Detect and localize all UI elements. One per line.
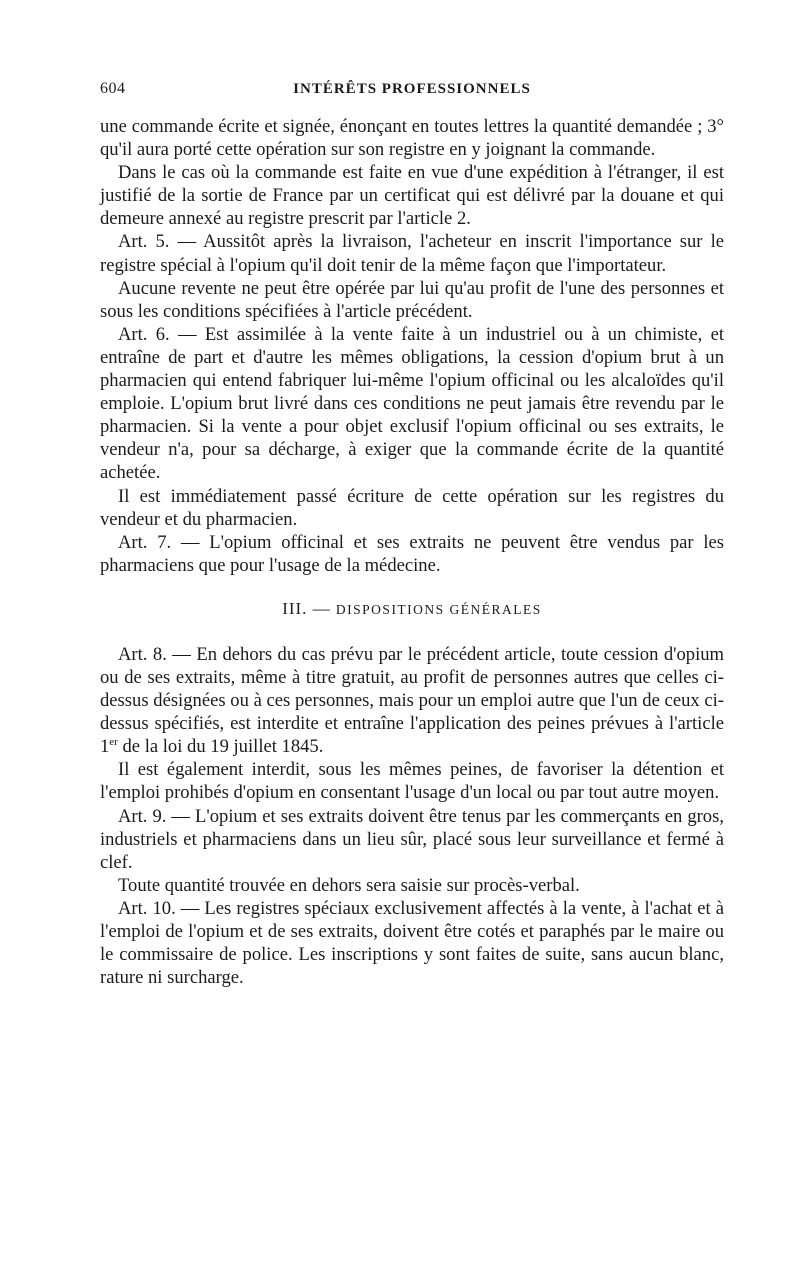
section-title: DISPOSITIONS GÉNÉRALES xyxy=(335,601,542,617)
section-number: III. — xyxy=(282,598,331,618)
paragraph-art-7: Art. 7. — L'opium officinal et ses extraits ne peuvent être vendus par les pharmaciens que pour l'usage de la médecine. xyxy=(100,531,724,576)
page-number: 604 xyxy=(100,80,126,97)
art-8-text: Art. 8. — En dehors du cas prévu par le précédent article, toute cession d'opium ou de ses extraits, même à titre gratuit, au profit de personnes autres que celles ci-dessus désignées ou à ces personnes, mais pour un emploi autre que l'un de ceux ci-dessus spécifiés, est interdite et entraîne l'application des peines prévues à l'article 1 xyxy=(100,643,724,758)
art-8-text-end: de la loi du 19 juillet 1845. xyxy=(117,736,324,758)
paragraph-art-10: Art. 10. — Les registres spéciaux exclusivement affectés à la vente, à l'achat et à l'emploi de l'opium et de ses extraits, doivent être cotés et paraphés par le maire ou le commissaire de police. Les inscriptions y sont faites de suite, sans aucun blanc, rature ni surcharge. xyxy=(100,897,724,989)
page-header xyxy=(100,80,724,104)
paragraph-continuation: une commande écrite et signée, énonçant en toutes lettres la quantité demandée ; 3° qu'il aura porté cette opération sur son registre en y joignant la commande. xyxy=(100,116,724,161)
paragraph-art-6: Art. 6. — Est assimilée à la vente faite à un industriel ou à un chimiste, et entraîne de part et d'autre les mêmes obligations, la cession d'opium brut à un pharmacien qui entend fabriquer lui-même l'opium officinal ou les alcaloïdes qu'il emploie. L'opium brut livré dans ces conditions ne peut jamais être revendu par le pharmacien. Si la vente a pour objet exclusif l'opium officinal ou ses extraits, le vendeur n'a, pour sa décharge, à exiger que la commande écrite de la quantité achetée. xyxy=(100,323,724,484)
page-body xyxy=(100,115,724,989)
paragraph: Il est également interdit, sous les mêmes peines, de favoriser la détention et l'emploi prohibés d'opium en consentant l'usage d'un local ou par tout autre moyen. xyxy=(100,759,724,804)
section-heading xyxy=(100,598,724,621)
paragraph-art-8 xyxy=(100,643,724,758)
running-title: INTÉRÊTS PROFESSIONNELS xyxy=(293,81,531,97)
superscript-er: er xyxy=(109,736,118,749)
paragraph-art-5: Art. 5. — Aussitôt après la livraison, l'acheteur en inscrit l'importance sur le registre spécial à l'opium qu'il doit tenir de la même façon que l'importateur. xyxy=(100,231,724,276)
paragraph: Aucune revente ne peut être opérée par lui qu'au profit de l'une des personnes et sous les conditions spécifiées à l'article précédent. xyxy=(100,277,724,322)
paragraph-art-9: Art. 9. — L'opium et ses extraits doivent être tenus par les commerçants en gros, industriels et pharmaciens dans un lieu sûr, placé sous leur surveillance et fermé à clef. xyxy=(100,805,724,873)
paragraph: Dans le cas où la commande est faite en vue d'une expédition à l'étranger, il est justifié de la sortie de France par un certificat qui est délivré par la douane et qui demeure annexé au registre prescrit par l'article 2. xyxy=(100,162,724,230)
paragraph: Toute quantité trouvée en dehors sera saisie sur procès-verbal. xyxy=(118,874,580,896)
paragraph: Il est immédiatement passé écriture de cette opération sur les registres du vendeur et du pharmacien. xyxy=(100,485,724,530)
